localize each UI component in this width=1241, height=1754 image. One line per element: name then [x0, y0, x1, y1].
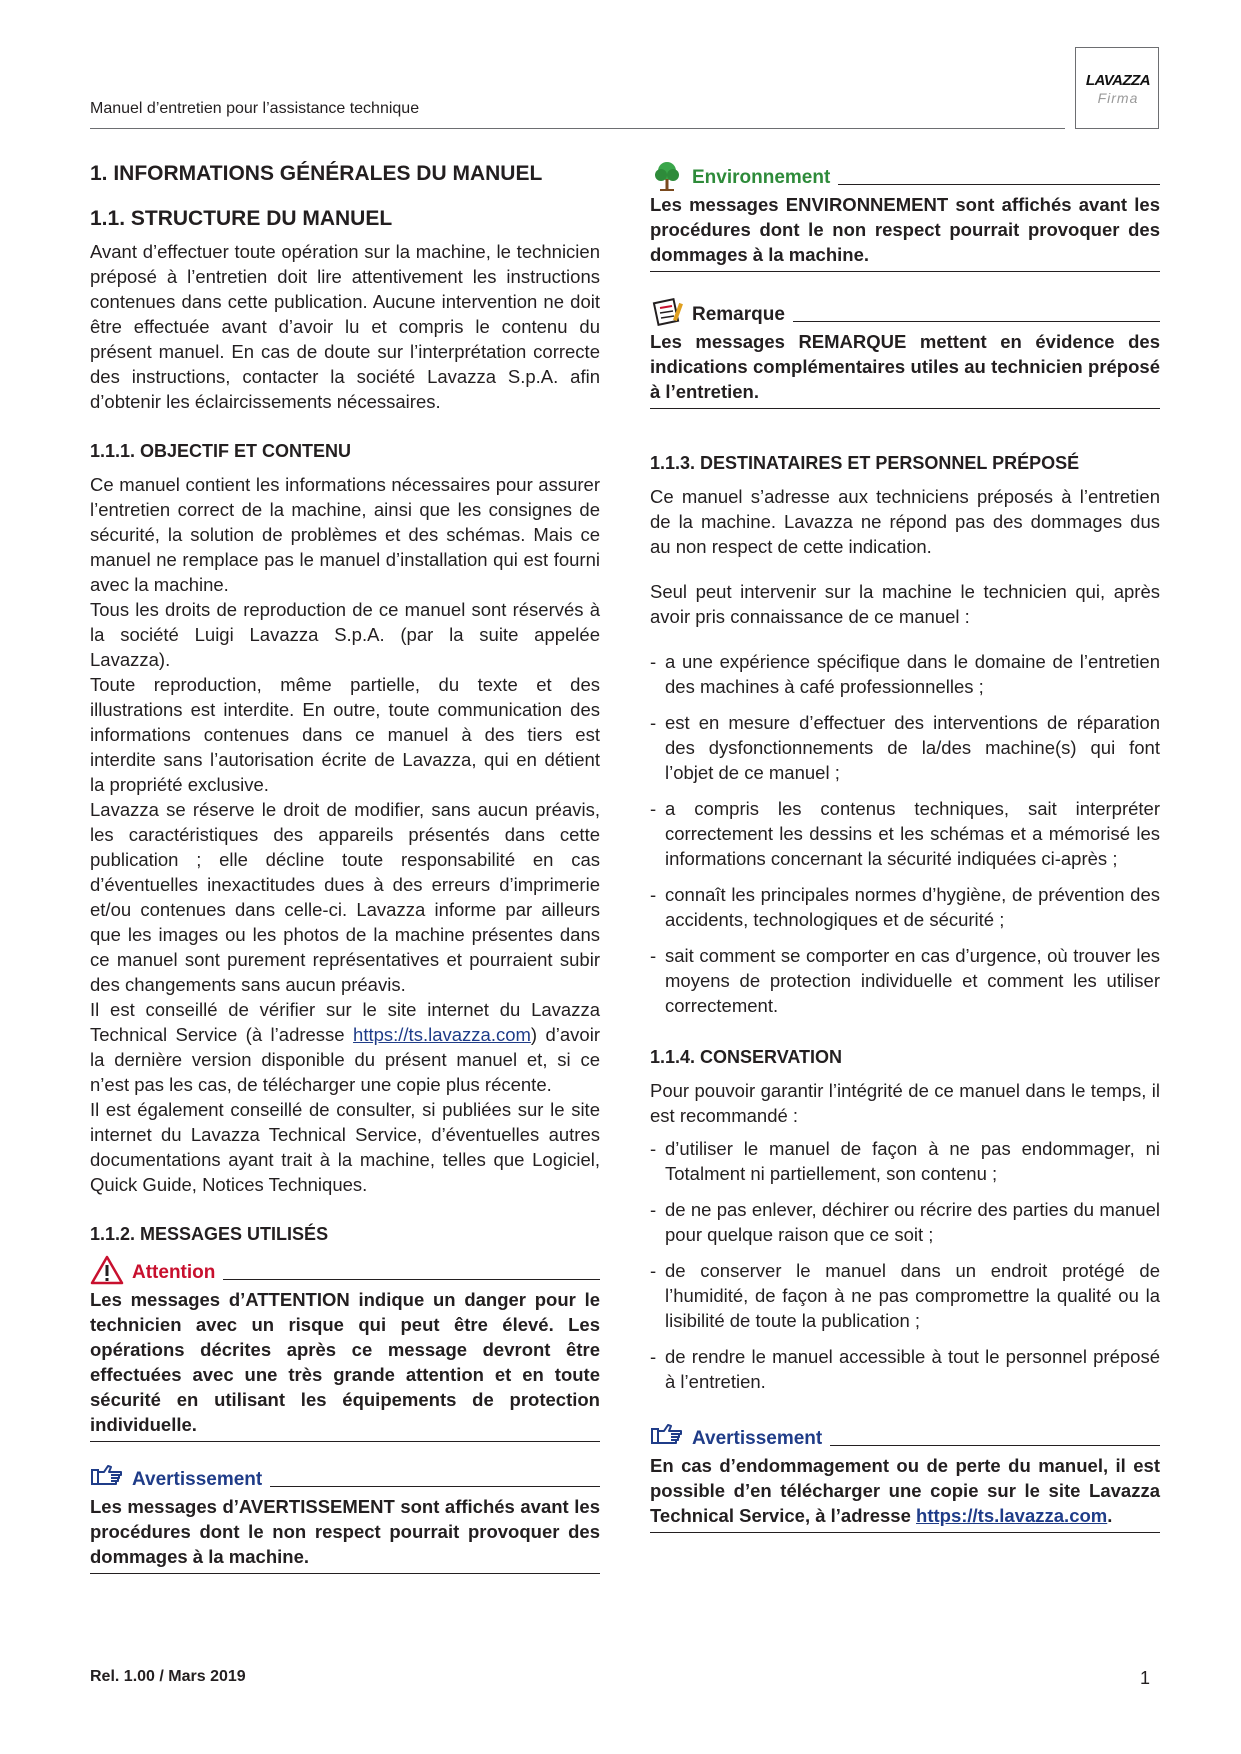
note-pad-icon — [650, 297, 684, 327]
remarque-label: Remarque — [692, 304, 785, 325]
avertissement-rule — [270, 1485, 600, 1487]
logo-subtitle: Firma — [1097, 90, 1139, 106]
ts-lavazza-link[interactable]: https://ts.lavazza.com — [916, 1505, 1108, 1526]
avertissement-2-label: Avertissement — [692, 1428, 823, 1449]
page-number: 1 — [1140, 1668, 1151, 1688]
warning-triangle-icon — [90, 1255, 124, 1285]
list-item: - connaît les principales normes d’hygiène, de prévention des accidents, technologiques et de sécurité ; — [650, 882, 1160, 932]
remarque-rule — [793, 320, 1160, 322]
pointing-hand-icon — [90, 1462, 124, 1492]
list-item: - de rendre le manuel accessible à tout le personnel préposé à l’entretien. — [650, 1344, 1160, 1394]
subsection-title-conservation: 1.1.4. CONSERVATION — [650, 1047, 843, 1067]
attention-header — [90, 1255, 600, 1285]
subsection-title-destinataires: 1.1.3. DESTINATAIRES ET PERSONNEL PRÉPOSÉ — [650, 453, 1080, 473]
environnement-label: Environnement — [692, 167, 831, 188]
avertissement-2-header — [650, 1421, 1160, 1451]
list-item: - d’utiliser le manuel de façon à ne pas endommager, ni Totalment ni partiellement, son contenu ; — [650, 1136, 1160, 1186]
list-item: - est en mesure d’effectuer des interventions de réparation des dysfonctionnements de la/des machine(s) qui font l’objet de ce manuel ; — [650, 710, 1160, 785]
objectif-paragraph-4: Lavazza se réserve le droit de modifier, sans aucun préavis, les caractéristiques des appareils présentés dans cette publication ; elle décline toute responsabilité en cas d’éventuelles inexactitudes dues à des erreurs d’imprimerie et/ou contenues dans celle-ci. Lavazza informe par ailleurs que les images ou les photos de la machine présentes dans ce manuel sont purement représentatives et pourraient subir des changements sans aucun préavis. — [90, 799, 600, 995]
subsection-title-objectif: 1.1.1. OBJECTIF ET CONTENU — [90, 441, 352, 461]
objectif-paragraph-1: Ce manuel contient les informations nécessaires pour assurer l’entretien correct de la machine, ainsi que les consignes de sécurité, la solution de problèmes et des schémas. Mais ce manuel ne remplace pas le manuel d’installation qui est fourni avec la machine. — [90, 474, 600, 595]
destinataires-paragraph-2: Seul peut intervenir sur la machine le technicien qui, après avoir pris connaissance de ce manuel : — [650, 581, 1160, 627]
right-column — [650, 160, 1160, 1533]
remarque-header — [650, 297, 1160, 327]
list-item: - sait comment se comporter en cas d’urgence, où trouver les moyens de protection individuelle et comment les utiliser correctement. — [650, 943, 1160, 1018]
avertissement-2-rule — [830, 1444, 1160, 1446]
release-info: Rel. 1.00 / Mars 2019 — [90, 1668, 246, 1685]
objectif-paragraph-3: Toute reproduction, même partielle, du texte et des illustrations est interdite. En outre, toute communication des informations contenues dans ce manuel à des tiers est interdite sans l’autorisation écrite de Lavazza, qui en détient la propriété exclusive. — [90, 674, 600, 795]
environnement-message: Les messages ENVIRONNEMENT sont affichés avant les procédures dont le non respect pourrait provoquer des dommages à la machine. — [650, 192, 1160, 272]
environnement-header — [650, 160, 1160, 190]
environnement-rule — [838, 183, 1160, 185]
pointing-hand-icon — [650, 1421, 684, 1451]
avertissement-label: Avertissement — [132, 1469, 263, 1490]
avertissement-2-message — [650, 1453, 1160, 1533]
destinataires-paragraph-1: Ce manuel s’adresse aux techniciens préposés à l’entretien de la machine. Lavazza ne répond pas des dommages dus au non respect de cette indication. — [650, 486, 1160, 557]
subsection-title-messages: 1.1.2. MESSAGES UTILISÉS — [90, 1224, 329, 1244]
conservation-paragraph: Pour pouvoir garantir l’intégrité de ce manuel dans le temps, il est recommandé : — [650, 1080, 1160, 1126]
avertissement-header — [90, 1462, 600, 1492]
attention-message: Les messages d’ATTENTION indique un danger pour le technicien avec un risque qui peut être élevé. Les opérations décrites après ce message devront être effectuées avec une très grande attention et en toute sécurité en utilisant les équipements de protection individuelle. — [90, 1287, 600, 1442]
intro-paragraph: Avant d’effectuer toute opération sur la machine, le technicien préposé à l’entretien doit lire attentivement les instructions contenues dans cette publication. Aucune intervention ne doit être effectuée avant d’avoir lu et compris le contenu du présent manuel. En cas de doute sur l’interprétation correcte des instructions, contacter la société Lavazza S.p.A. afin d’obtenir les éclaircissements nécessaires. — [90, 241, 600, 412]
objectif-paragraph-5 — [90, 997, 600, 1097]
list-item: - de ne pas enlever, déchirer ou récrire des parties du manuel pour quelque raison que ce soit ; — [650, 1197, 1160, 1247]
destinataires-list — [650, 649, 1160, 1018]
text-fragment: Il est conseillé de vérifier sur le site internet du Lavazza Technical Service (à l’adresse — [90, 999, 600, 1045]
chapter-title: 1. INFORMATIONS GÉNÉRALES DU MANUEL — [90, 162, 543, 185]
header-divider — [90, 128, 1065, 129]
document-header-title: Manuel d’entretien pour l’assistance technique — [90, 100, 420, 117]
tree-icon — [650, 160, 684, 190]
logo-wordmark: LAVAZZA — [1085, 72, 1151, 89]
text-fragment: . — [1107, 1505, 1113, 1526]
section-title: 1.1. STRUCTURE DU MANUEL — [90, 207, 393, 230]
objectif-paragraph-6: Il est également conseillé de consulter, si publiées sur le site internet du Lavazza Technical Service, d’éventuelles autres documentations ayant trait à la machine, telles que Logiciel, Quick Guide, Notices Techniques. — [90, 1099, 600, 1195]
attention-rule — [223, 1278, 600, 1280]
list-item: - a une expérience spécifique dans le domaine de l’entretien des machines à café professionnelles ; — [650, 649, 1160, 699]
lavazza-logo — [1075, 47, 1159, 129]
remarque-message: Les messages REMARQUE mettent en évidence des indications complémentaires utiles au technicien préposé à l’entretien. — [650, 329, 1160, 409]
left-column — [90, 160, 600, 1574]
text-fragment: ) d’avoir la dernière version disponible du présent manuel et, si ce n’est pas les cas, de télécharger une copie plus récente. — [90, 1024, 600, 1095]
avertissement-message: Les messages d’AVERTISSEMENT sont affichés avant les procédures dont le non respect pourrait provoquer des dommages à la machine. — [90, 1494, 600, 1574]
list-item: - de conserver le manuel dans un endroit protégé de l’humidité, de façon à ne pas compromettre la qualité ou la lisibilité de toute la publication ; — [650, 1258, 1160, 1333]
ts-lavazza-link[interactable]: https://ts.lavazza.com — [353, 1024, 531, 1045]
text-fragment: En cas d’endommagement ou de perte du manuel, il est possible d’en télécharger une copie sur le site Lavazza Technical Service, à l’adresse — [650, 1455, 1160, 1526]
list-item: - a compris les contenus techniques, sait interpréter correctement les dessins et les schémas et a mémorisé les informations concernant la sécurité indiquées ci-après ; — [650, 796, 1160, 871]
objectif-paragraph-2: Tous les droits de reproduction de ce manuel sont réservés à la société Luigi Lavazza S.p.A. (par la suite appelée Lavazza). — [90, 599, 600, 670]
conservation-list — [650, 1136, 1160, 1394]
attention-label: Attention — [132, 1262, 216, 1283]
